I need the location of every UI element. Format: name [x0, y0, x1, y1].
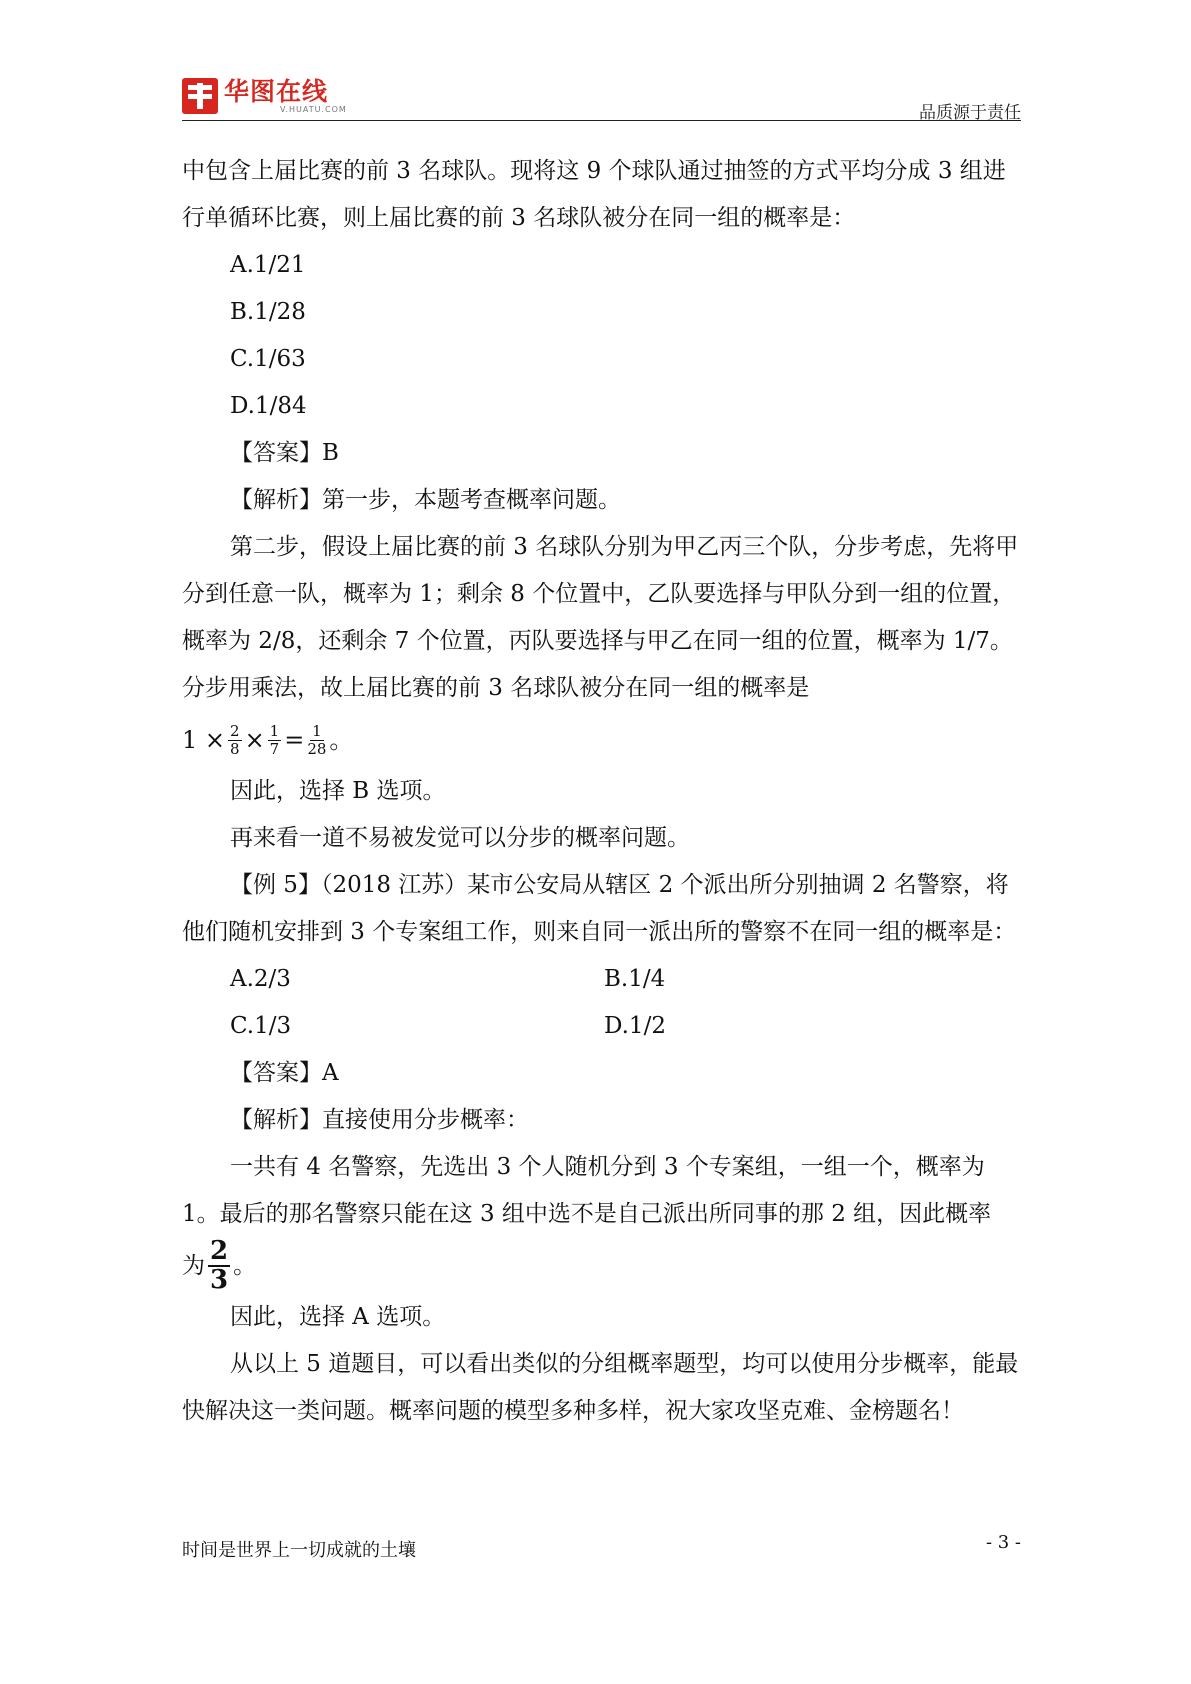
formula-fraction-2	[268, 723, 282, 758]
footer-motto: 时间是世界上一切成就的土壤	[182, 1540, 416, 1561]
result-suffix: 。	[233, 1252, 257, 1279]
logo-subtext: V.HUATU.COM	[280, 104, 347, 114]
q5-analysis-step1: 【解析】直接使用分步概率：	[230, 1107, 529, 1133]
fraction-numerator: 1	[269, 721, 280, 740]
formula-end: 。	[329, 725, 354, 754]
formula-fraction-3	[307, 723, 326, 758]
page-footer	[182, 1532, 1021, 1566]
result-fraction	[208, 1238, 230, 1294]
page-content	[182, 148, 1020, 1435]
formula-times: ×	[244, 725, 265, 754]
fraction-denominator: 7	[269, 739, 280, 758]
transition-text: 再来看一道不易被发觉可以分步的概率问题。	[230, 825, 690, 851]
page-header	[182, 78, 1021, 122]
q5-option-b: B.1/4	[604, 966, 666, 992]
q4-option-a: A.1/21	[230, 252, 306, 278]
q5-answer: 【答案】A	[230, 1060, 339, 1086]
q5-options-row-1	[182, 956, 1020, 1003]
q4-analysis-step1: 【解析】第一步，本题考查概率问题。	[230, 487, 621, 513]
fraction-numerator: 1	[312, 721, 322, 740]
fraction-denominator: 28	[307, 739, 327, 758]
question-4-stem-continued: 中包含上届比赛的前 3 名球队。现将这 9 个球队通过抽签的方式平均分成 3 组进行单循环比赛，则上届比赛的前 3 名球队被分在同一组的概率是：	[182, 158, 1006, 231]
formula-fraction-1	[228, 723, 242, 758]
q4-option-b: B.1/28	[230, 299, 306, 325]
q5-option-d: D.1/2	[604, 1013, 666, 1039]
q5-conclusion: 因此，选择 A 选项。	[230, 1304, 446, 1330]
q4-option-d: D.1/84	[230, 393, 307, 419]
q5-options-row-2	[182, 1003, 1020, 1050]
q5-option-a: A.2/3	[230, 966, 291, 992]
header-divider	[182, 120, 1021, 121]
q4-answer: 【答案】B	[230, 440, 339, 466]
fraction-denominator: 8	[230, 739, 240, 758]
question-5-stem: 【例 5】（2018 江苏）某市公安局从辖区 2 个派出所分别抽调 2 名警察，将他们随机安排到 3 个专案组工作，则来自同一派出所的警察不在同一组的概率是：	[182, 872, 1017, 945]
q4-formula	[182, 712, 1020, 768]
fraction-numerator: 2	[210, 1236, 229, 1266]
formula-lead: 1 ×	[182, 725, 226, 754]
q4-analysis-step2: 第二步，假设上届比赛的前 3 名球队分别为甲乙丙三个队，分步考虑，先将甲分到任意一队，概率为 1；剩余 8 个位置中，乙队要选择与甲队分到一组的位置，概率为 2/8，还剩余 7 个位置，丙队要选择与甲乙在同一组的位置，概率为 1/7。分步用乘法，故上届比赛的前 3 名球队被分在同一组的概率是	[182, 534, 1019, 701]
q5-result-line	[182, 1238, 1020, 1294]
q5-option-c: C.1/3	[230, 1013, 292, 1039]
q4-conclusion: 因此，选择 B 选项。	[230, 778, 446, 804]
summary-text: 从以上 5 道题目，可以看出类似的分组概率题型，均可以使用分步概率，能最快解决这一类问题。概率问题的模型多种多样，祝大家攻坚克难、金榜题名！	[182, 1351, 1019, 1424]
huatu-logo-icon	[182, 78, 218, 114]
huatu-logo	[182, 78, 347, 114]
fraction-numerator: 2	[230, 721, 240, 740]
fraction-denominator: 3	[210, 1265, 229, 1295]
formula-equals: =	[284, 725, 305, 754]
q5-analysis-step2: 一共有 4 名警察，先选出 3 个人随机分到 3 个专案组，一组一个，概率为 1。最后的那名警察只能在这 3 组中选不是自己派出所同事的那 2 组，因此概率	[182, 1154, 992, 1227]
logo-text: 华图在线	[224, 76, 329, 106]
header-slogan: 品质源于责任	[919, 103, 1021, 123]
page-number: - 3 -	[985, 1532, 1021, 1553]
q4-option-c: C.1/63	[230, 346, 306, 372]
result-prefix: 为	[182, 1252, 205, 1279]
